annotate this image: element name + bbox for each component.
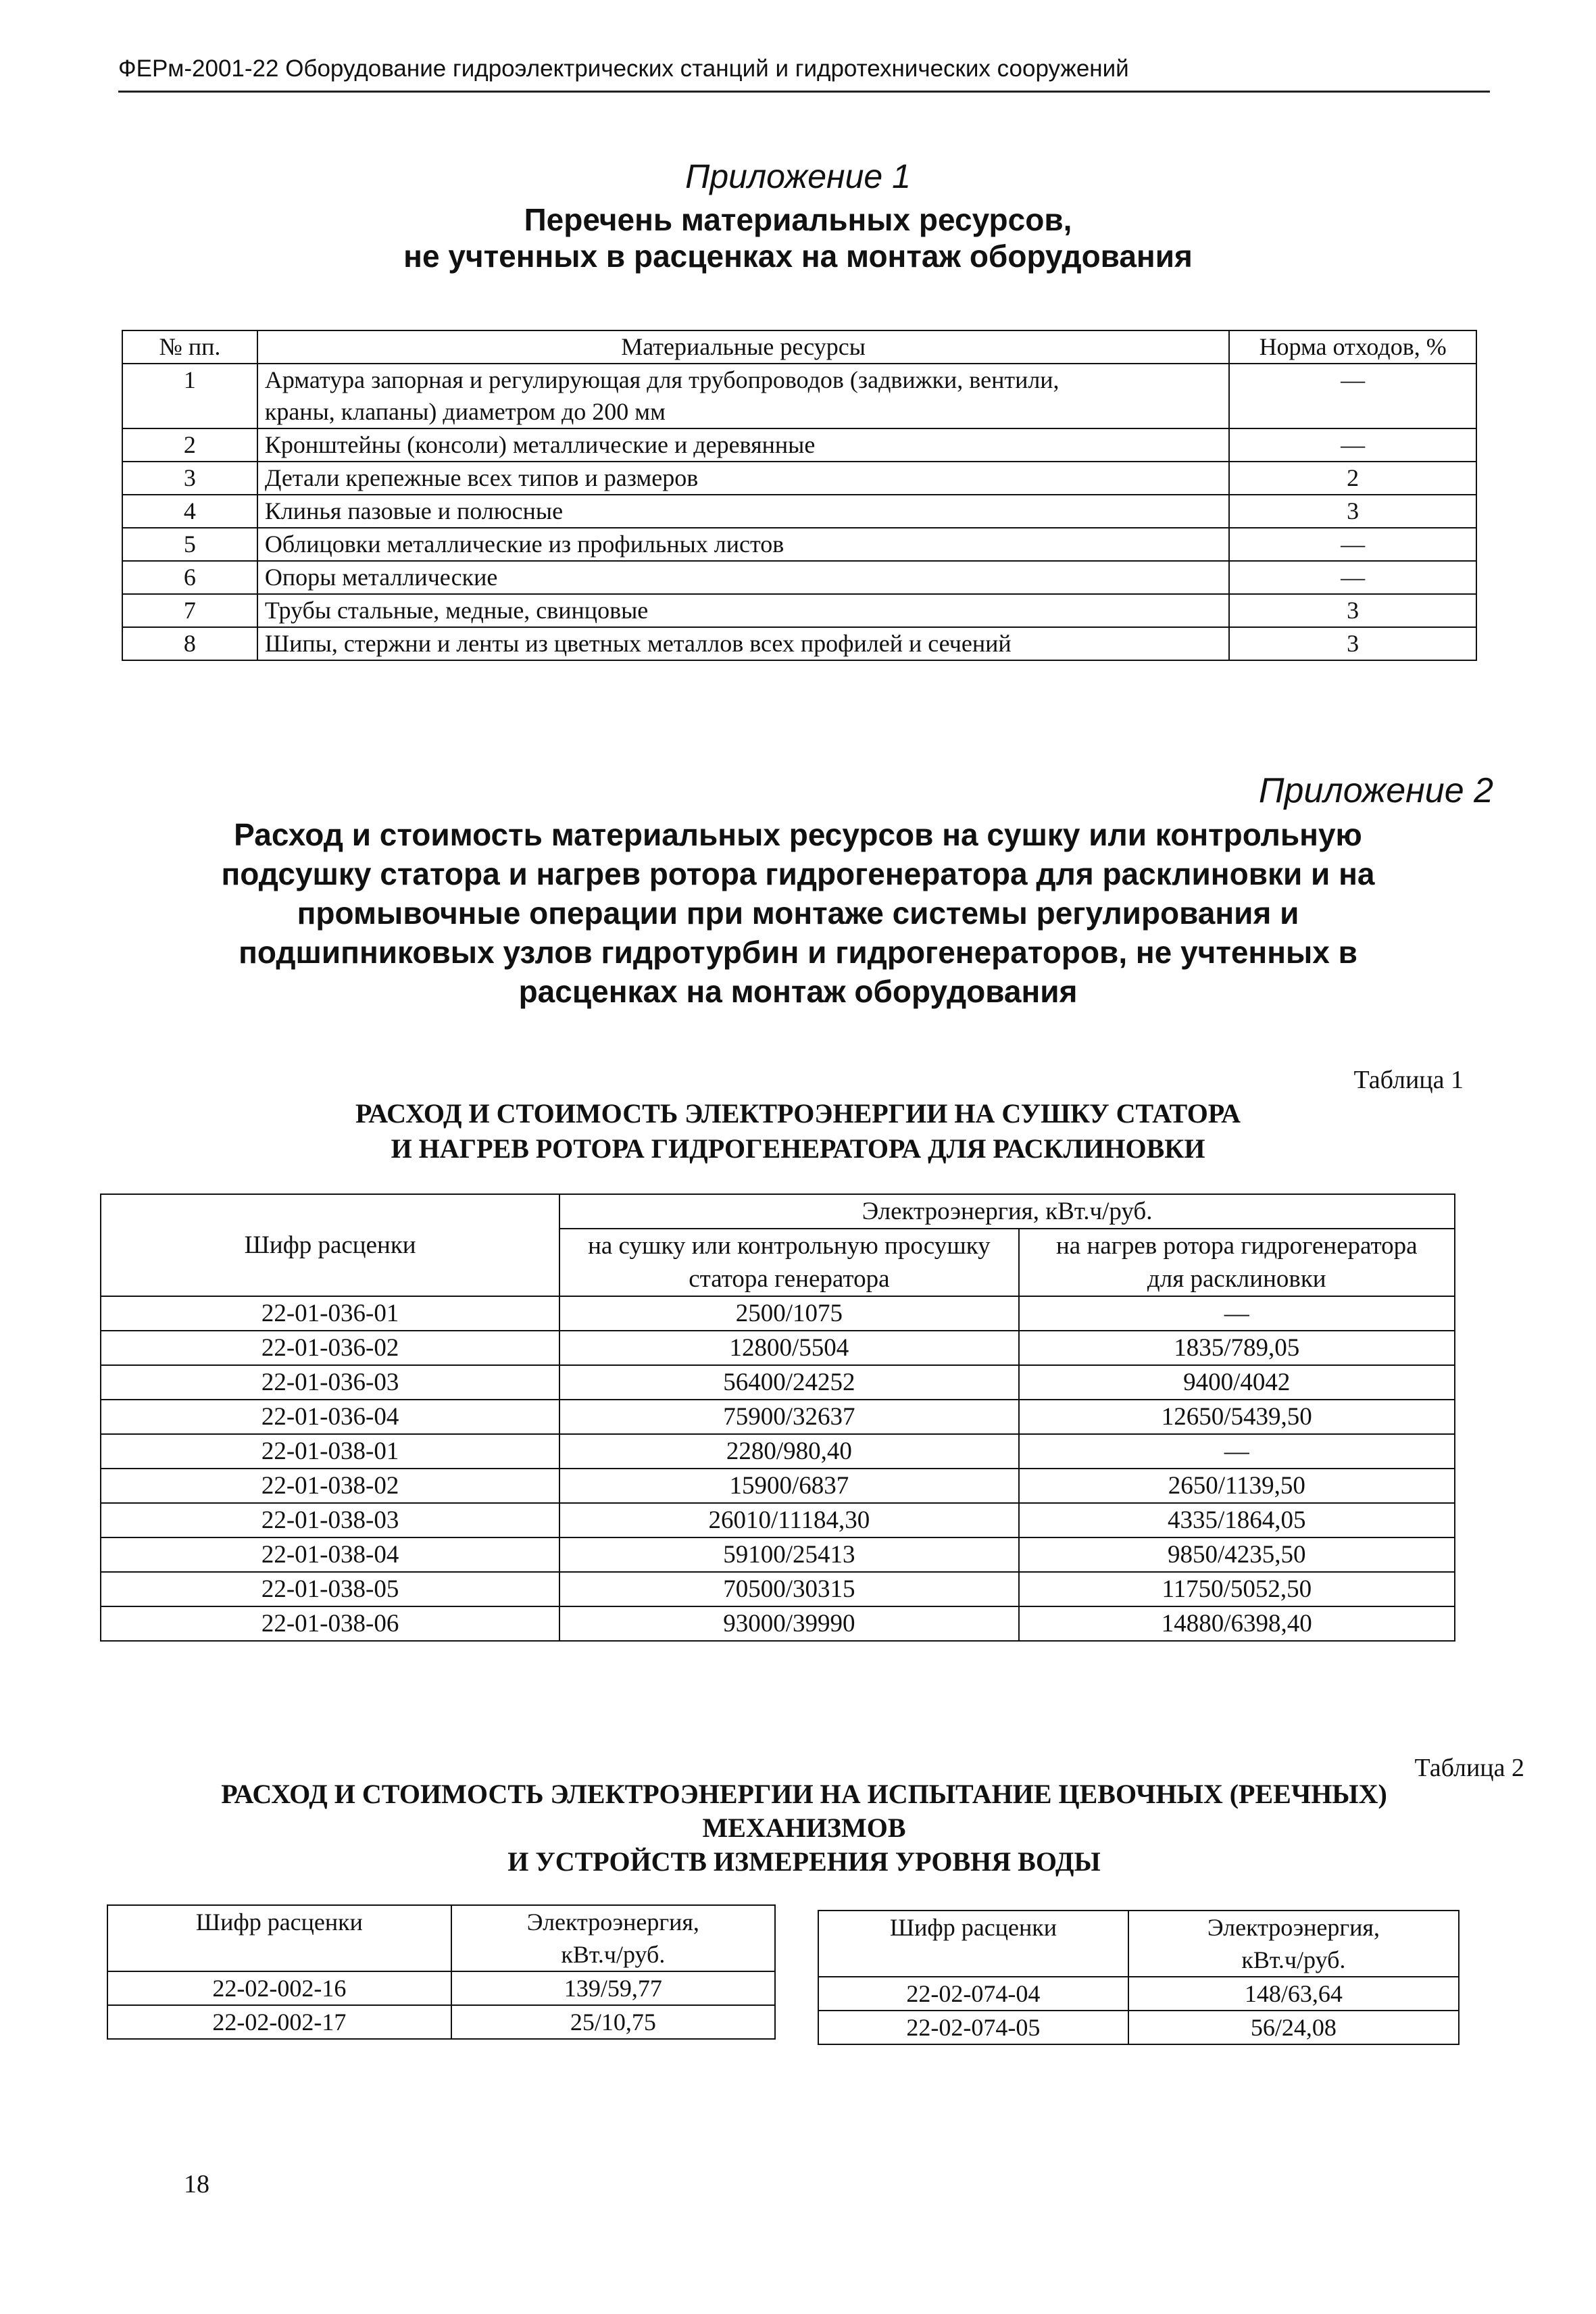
row-norm: 3 (1229, 627, 1476, 660)
row-resource: Детали крепежные всех типов и размеров (257, 462, 1229, 495)
appendix2-title-line: подсушку статора и нагрев ротора гидрогенератора для расклиновки и на (221, 856, 1375, 891)
cell-energy: 148/63,64 (1128, 1977, 1459, 2011)
row-norm: — (1229, 428, 1476, 462)
table-header-row (818, 1911, 1459, 1977)
header-heating-line1: на нагрев ротора гидрогенератора (1055, 1232, 1418, 1260)
cell-energy: 139/59,77 (451, 1971, 775, 2005)
header-code: Шифр расценки (818, 1911, 1128, 1977)
cell-code: 22-01-036-02 (101, 1331, 559, 1365)
header-code: Шифр расценки (107, 1905, 451, 1971)
table-row (101, 1537, 1455, 1572)
table-row (101, 1331, 1455, 1365)
table-row (101, 1400, 1455, 1434)
cell-code: 22-02-074-04 (818, 1977, 1128, 2011)
row-resource: Облицовки металлические из профильных листов (257, 528, 1229, 561)
cell-heating: 1835/789,05 (1019, 1331, 1455, 1365)
row-resource: Клинья пазовые и полюсные (257, 495, 1229, 528)
cell-drying: 15900/6837 (559, 1469, 1018, 1503)
table-header-row (122, 330, 1476, 364)
appendix2-title-line: подшипниковых узлов гидротурбин и гидрогенераторов, не учтенных в (239, 935, 1357, 970)
row-norm: 2 (1229, 462, 1476, 495)
cell-drying: 2500/1075 (559, 1296, 1018, 1331)
running-header: ФЕРм-2001-22 Оборудование гидроэлектрических станций и гидротехнических сооружений (118, 55, 1129, 82)
table-row (122, 462, 1476, 495)
materials-table (122, 330, 1477, 661)
row-resource (257, 364, 1229, 428)
table1-title-line2: И НАГРЕВ РОТОРА ГИДРОГЕНЕРАТОРА ДЛЯ РАСКЛИНОВКИ (391, 1133, 1205, 1164)
table-header-row (107, 1905, 775, 1971)
row-norm: 3 (1229, 495, 1476, 528)
header-energy-line2: кВт.ч/руб. (561, 1941, 666, 1968)
header-heating-line2: для расклиновки (1147, 1265, 1326, 1293)
table-row (818, 2011, 1459, 2044)
cell-drying: 56400/24252 (559, 1365, 1018, 1400)
row-norm: — (1229, 364, 1476, 428)
table-row (101, 1503, 1455, 1537)
cell-heating: 9400/4042 (1019, 1365, 1455, 1400)
row-number: 6 (122, 561, 257, 594)
table-row (101, 1434, 1455, 1469)
table-row (122, 528, 1476, 561)
cell-heating: 9850/4235,50 (1019, 1537, 1455, 1572)
row-number: 3 (122, 462, 257, 495)
row-resource-line2: краны, клапаны) диаметром до 200 мм (264, 398, 666, 425)
table-row (122, 428, 1476, 462)
page-number: 18 (184, 2170, 209, 2198)
table2-label: Таблица 2 (1414, 1754, 1524, 1782)
header-code: Шифр расценки (101, 1194, 559, 1296)
table-row (122, 627, 1476, 660)
header-waste-norm: Норма отходов, % (1229, 330, 1476, 364)
cell-drying: 70500/30315 (559, 1572, 1018, 1606)
table-row (101, 1469, 1455, 1503)
cell-code: 22-02-074-05 (818, 2011, 1128, 2044)
header-rule (118, 91, 1490, 93)
cell-code: 22-02-002-16 (107, 1971, 451, 2005)
header-heating (1019, 1229, 1455, 1296)
cell-heating: 4335/1864,05 (1019, 1503, 1455, 1537)
cell-drying: 59100/25413 (559, 1537, 1018, 1572)
row-number: 2 (122, 428, 257, 462)
appendix1-title-line1: Перечень материальных ресурсов, (524, 202, 1072, 237)
table-row (107, 2005, 775, 2039)
table2-title (196, 1777, 1412, 1879)
table-row (122, 364, 1476, 428)
row-number: 5 (122, 528, 257, 561)
table-row (101, 1365, 1455, 1400)
appendix2-title-line: расценках на монтаж оборудования (518, 974, 1078, 1009)
header-energy-line1: Электроэнергия, (526, 1909, 699, 1936)
row-number: 7 (122, 594, 257, 627)
row-number: 8 (122, 627, 257, 660)
table2-title-line3: И УСТРОЙСТВ ИЗМЕРЕНИЯ УРОВНЯ ВОДЫ (507, 1846, 1101, 1877)
header-energy-line2: кВт.ч/руб. (1241, 1946, 1346, 1973)
header-drying (559, 1229, 1018, 1296)
appendix2-label: Приложение 2 (1258, 771, 1493, 810)
electricity-testing-table-right (818, 1910, 1460, 2045)
cell-heating: — (1019, 1296, 1455, 1331)
table-row (122, 561, 1476, 594)
table-row (122, 594, 1476, 627)
cell-energy: 25/10,75 (451, 2005, 775, 2039)
row-resource-line1: Арматура запорная и регулирующая для трубопроводов (задвижки, вентили, (264, 366, 1059, 393)
cell-code: 22-02-002-17 (107, 2005, 451, 2039)
cell-drying: 26010/11184,30 (559, 1503, 1018, 1537)
row-number: 4 (122, 495, 257, 528)
cell-heating: 12650/5439,50 (1019, 1400, 1455, 1434)
electricity-drying-table (100, 1193, 1455, 1642)
cell-heating: 14880/6398,40 (1019, 1606, 1455, 1641)
row-number: 1 (122, 364, 257, 428)
cell-drying: 2280/980,40 (559, 1434, 1018, 1469)
appendix1-label: Приложение 1 (685, 157, 911, 195)
row-resource: Трубы стальные, медные, свинцовые (257, 594, 1229, 627)
electricity-testing-table-left (107, 1904, 776, 2040)
table2-title-line1: РАСХОД И СТОИМОСТЬ ЭЛЕКТРОЭНЕРГИИ НА ИСПЫТАНИЕ ЦЕВОЧНЫХ (РЕЕЧНЫХ) (221, 1779, 1387, 1809)
header-energy-group: Электроэнергия, кВт.ч/руб. (559, 1194, 1455, 1229)
table-row (107, 1971, 775, 2005)
table2-title-line2: МЕХАНИЗМОВ (702, 1813, 906, 1843)
table-row (101, 1296, 1455, 1331)
appendix2-title-line: Расход и стоимость материальных ресурсов на сушку или контрольную (234, 817, 1362, 852)
header-energy (451, 1905, 775, 1971)
cell-drying: 93000/39990 (559, 1606, 1018, 1641)
row-resource: Кронштейны (консоли) металлические и деревянные (257, 428, 1229, 462)
header-drying-line1: на сушку или контрольную просушку (588, 1232, 991, 1260)
table-row (818, 1977, 1459, 2011)
cell-code: 22-01-038-05 (101, 1572, 559, 1606)
table1-label: Таблица 1 (1353, 1066, 1464, 1094)
row-norm: — (1229, 561, 1476, 594)
header-number: № пп. (122, 330, 257, 364)
cell-code: 22-01-038-01 (101, 1434, 559, 1469)
cell-code: 22-01-038-03 (101, 1503, 559, 1537)
table-header-row (101, 1194, 1455, 1229)
header-resources: Материальные ресурсы (257, 330, 1229, 364)
row-norm: 3 (1229, 594, 1476, 627)
table1-title (0, 1096, 1596, 1166)
appendix2-title-line: промывочные операции при монтаже системы регулирования и (297, 895, 1299, 931)
header-drying-line2: статора генератора (689, 1265, 890, 1293)
table-row (122, 495, 1476, 528)
cell-energy: 56/24,08 (1128, 2011, 1459, 2044)
cell-code: 22-01-038-02 (101, 1469, 559, 1503)
cell-code: 22-01-036-01 (101, 1296, 559, 1331)
table-row (101, 1606, 1455, 1641)
cell-heating: 2650/1139,50 (1019, 1469, 1455, 1503)
cell-heating: — (1019, 1434, 1455, 1469)
cell-code: 22-01-036-03 (101, 1365, 559, 1400)
cell-code: 22-01-038-04 (101, 1537, 559, 1572)
table1-title-line1: РАСХОД И СТОИМОСТЬ ЭЛЕКТРОЭНЕРГИИ НА СУШКУ СТАТОРА (355, 1098, 1241, 1129)
row-resource: Опоры металлические (257, 561, 1229, 594)
appendix2-title (101, 815, 1495, 1011)
row-resource: Шипы, стержни и ленты из цветных металлов всех профилей и сечений (257, 627, 1229, 660)
cell-heating: 11750/5052,50 (1019, 1572, 1455, 1606)
appendix1-title-line2: не учтенных в расценках на монтаж оборудования (403, 239, 1193, 274)
cell-code: 22-01-038-06 (101, 1606, 559, 1641)
row-norm: — (1229, 528, 1476, 561)
header-energy-line1: Электроэнергия, (1207, 1914, 1380, 1941)
table-row (101, 1572, 1455, 1606)
cell-drying: 12800/5504 (559, 1331, 1018, 1365)
header-energy (1128, 1911, 1459, 1977)
cell-drying: 75900/32637 (559, 1400, 1018, 1434)
cell-code: 22-01-036-04 (101, 1400, 559, 1434)
